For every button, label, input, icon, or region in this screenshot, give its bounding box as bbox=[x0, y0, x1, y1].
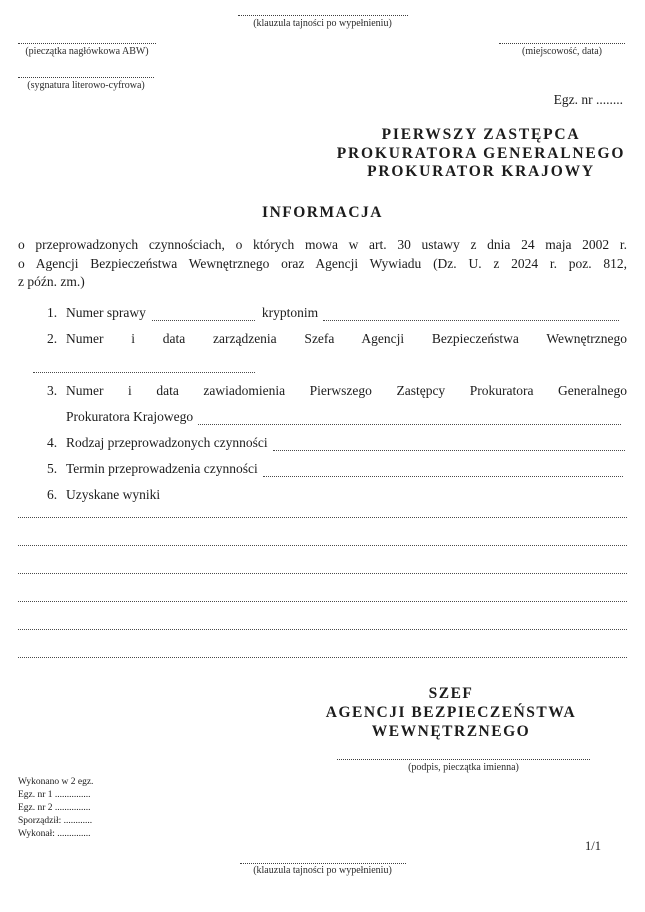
classification-dotted-line bbox=[240, 856, 406, 864]
intro-line: o przeprowadzonych czynnościach, o których mowa w art. 30 ustawy z dnia 24 maja 2002 r. bbox=[18, 237, 627, 252]
place-date-block bbox=[499, 36, 625, 57]
signature-caption: (podpis, pieczątka imienna) bbox=[408, 762, 519, 773]
item-label: Rodzaj przeprowadzonych czynności bbox=[66, 434, 268, 450]
fill-in-dotted-line bbox=[273, 430, 625, 451]
addressee-line: PIERWSZY ZASTĘPCA bbox=[381, 126, 581, 143]
signer-block bbox=[300, 684, 602, 741]
classification-caption: (klauzula tajności po wypełnieniu) bbox=[253, 18, 392, 29]
classification-header bbox=[0, 8, 645, 29]
item-content bbox=[66, 430, 627, 456]
execution-note-line: Wykonano w 2 egz. bbox=[18, 777, 94, 787]
execution-note-line: Wykonał: .............. bbox=[18, 829, 91, 839]
signature-code-caption: (sygnatura literowo-cyfrowa) bbox=[27, 80, 145, 91]
copy-number: Egz. nr ........ bbox=[553, 92, 623, 107]
place-date-caption: (miejscowość, data) bbox=[522, 46, 602, 57]
document-body bbox=[18, 236, 627, 658]
fill-in-dotted-line bbox=[323, 300, 619, 321]
header-stamp-block bbox=[18, 36, 156, 57]
answer-dotted-line bbox=[18, 574, 627, 602]
classification-dotted-line bbox=[238, 8, 408, 16]
signer-line: AGENCJI BEZPIECZEŃSTWA bbox=[325, 704, 577, 721]
item-content: Uzyskane wyniki bbox=[66, 486, 161, 502]
document-title: INFORMACJA bbox=[262, 204, 383, 221]
execution-note-line: Egz. nr 2 ............... bbox=[18, 803, 91, 813]
item-content: Numer i data zarządzenia Szefa Agencji Bezpieczeństwa Wewnętrznego bbox=[66, 330, 627, 346]
classification-caption: (klauzula tajności po wypełnieniu) bbox=[253, 865, 392, 876]
signature-block bbox=[337, 752, 590, 773]
answer-dotted-line bbox=[18, 518, 627, 546]
numbered-list bbox=[18, 300, 627, 508]
execution-note-line: Sporządził: ............ bbox=[18, 816, 93, 826]
item-label: Numer sprawy bbox=[66, 304, 146, 320]
item-content bbox=[66, 378, 627, 430]
answer-dotted-line bbox=[18, 546, 627, 574]
list-item-2-continuation bbox=[18, 352, 627, 378]
item-text-line bbox=[66, 404, 627, 430]
signature-code-block bbox=[18, 70, 154, 91]
item-number: 4. bbox=[47, 434, 58, 450]
signer-line: WEWNĘTRZNEGO bbox=[371, 723, 531, 740]
item-label: Termin przeprowadzenia czynności bbox=[66, 460, 258, 476]
answer-dotted-line bbox=[18, 602, 627, 630]
item-number: 5. bbox=[47, 460, 58, 476]
fill-in-dotted-line bbox=[263, 456, 623, 477]
fill-in-dotted-line bbox=[33, 352, 255, 373]
header-stamp-dotted-line bbox=[18, 36, 156, 44]
answer-dotted-line bbox=[18, 630, 627, 658]
list-item-1 bbox=[18, 300, 627, 326]
list-item-5 bbox=[18, 456, 627, 482]
classification-footer bbox=[0, 856, 645, 876]
list-item-2 bbox=[18, 326, 627, 352]
item-content bbox=[66, 300, 627, 326]
fill-in-dotted-line bbox=[198, 404, 621, 425]
item-content bbox=[66, 456, 627, 482]
header-stamp-caption: (pieczątka nagłówkowa ABW) bbox=[25, 46, 149, 57]
item-number: 1. bbox=[47, 304, 58, 320]
item-number: 2. bbox=[47, 330, 58, 346]
addressee-line: PROKURATOR KRAJOWY bbox=[367, 163, 595, 180]
fill-in-dotted-line bbox=[152, 300, 255, 321]
signer-line: SZEF bbox=[428, 685, 474, 702]
addressee-line: PROKURATORA GENERALNEGO bbox=[336, 144, 626, 162]
item-number: 6. bbox=[47, 486, 58, 502]
item-number: 3. bbox=[47, 382, 58, 398]
intro-line: o Agencji Bezpieczeństwa Wewnętrznego oraz Agencji Wywiadu (Dz. U. z 2024 r. poz. 812, bbox=[18, 255, 627, 271]
results-answer-lines bbox=[18, 490, 627, 658]
page-number: 1/1 bbox=[585, 839, 601, 853]
execution-note-line: Egz. nr 1 ............... bbox=[18, 790, 91, 800]
execution-note bbox=[18, 776, 93, 841]
list-item-6 bbox=[18, 482, 627, 508]
signature-code-dotted-line bbox=[18, 70, 154, 78]
intro-line: z późn. zm.) bbox=[18, 274, 85, 289]
list-item-4 bbox=[18, 430, 627, 456]
item-text-line: Numer i data zawiadomienia Pierwszego Zastępcy Prokuratora Generalnego bbox=[66, 382, 627, 398]
list-item-3 bbox=[18, 378, 627, 430]
signature-dotted-line bbox=[337, 752, 590, 760]
item-label: kryptonim bbox=[261, 304, 319, 320]
place-date-dotted-line bbox=[499, 36, 625, 44]
addressee-block bbox=[328, 126, 634, 182]
item-label: Prokuratora Krajowego bbox=[66, 408, 194, 424]
